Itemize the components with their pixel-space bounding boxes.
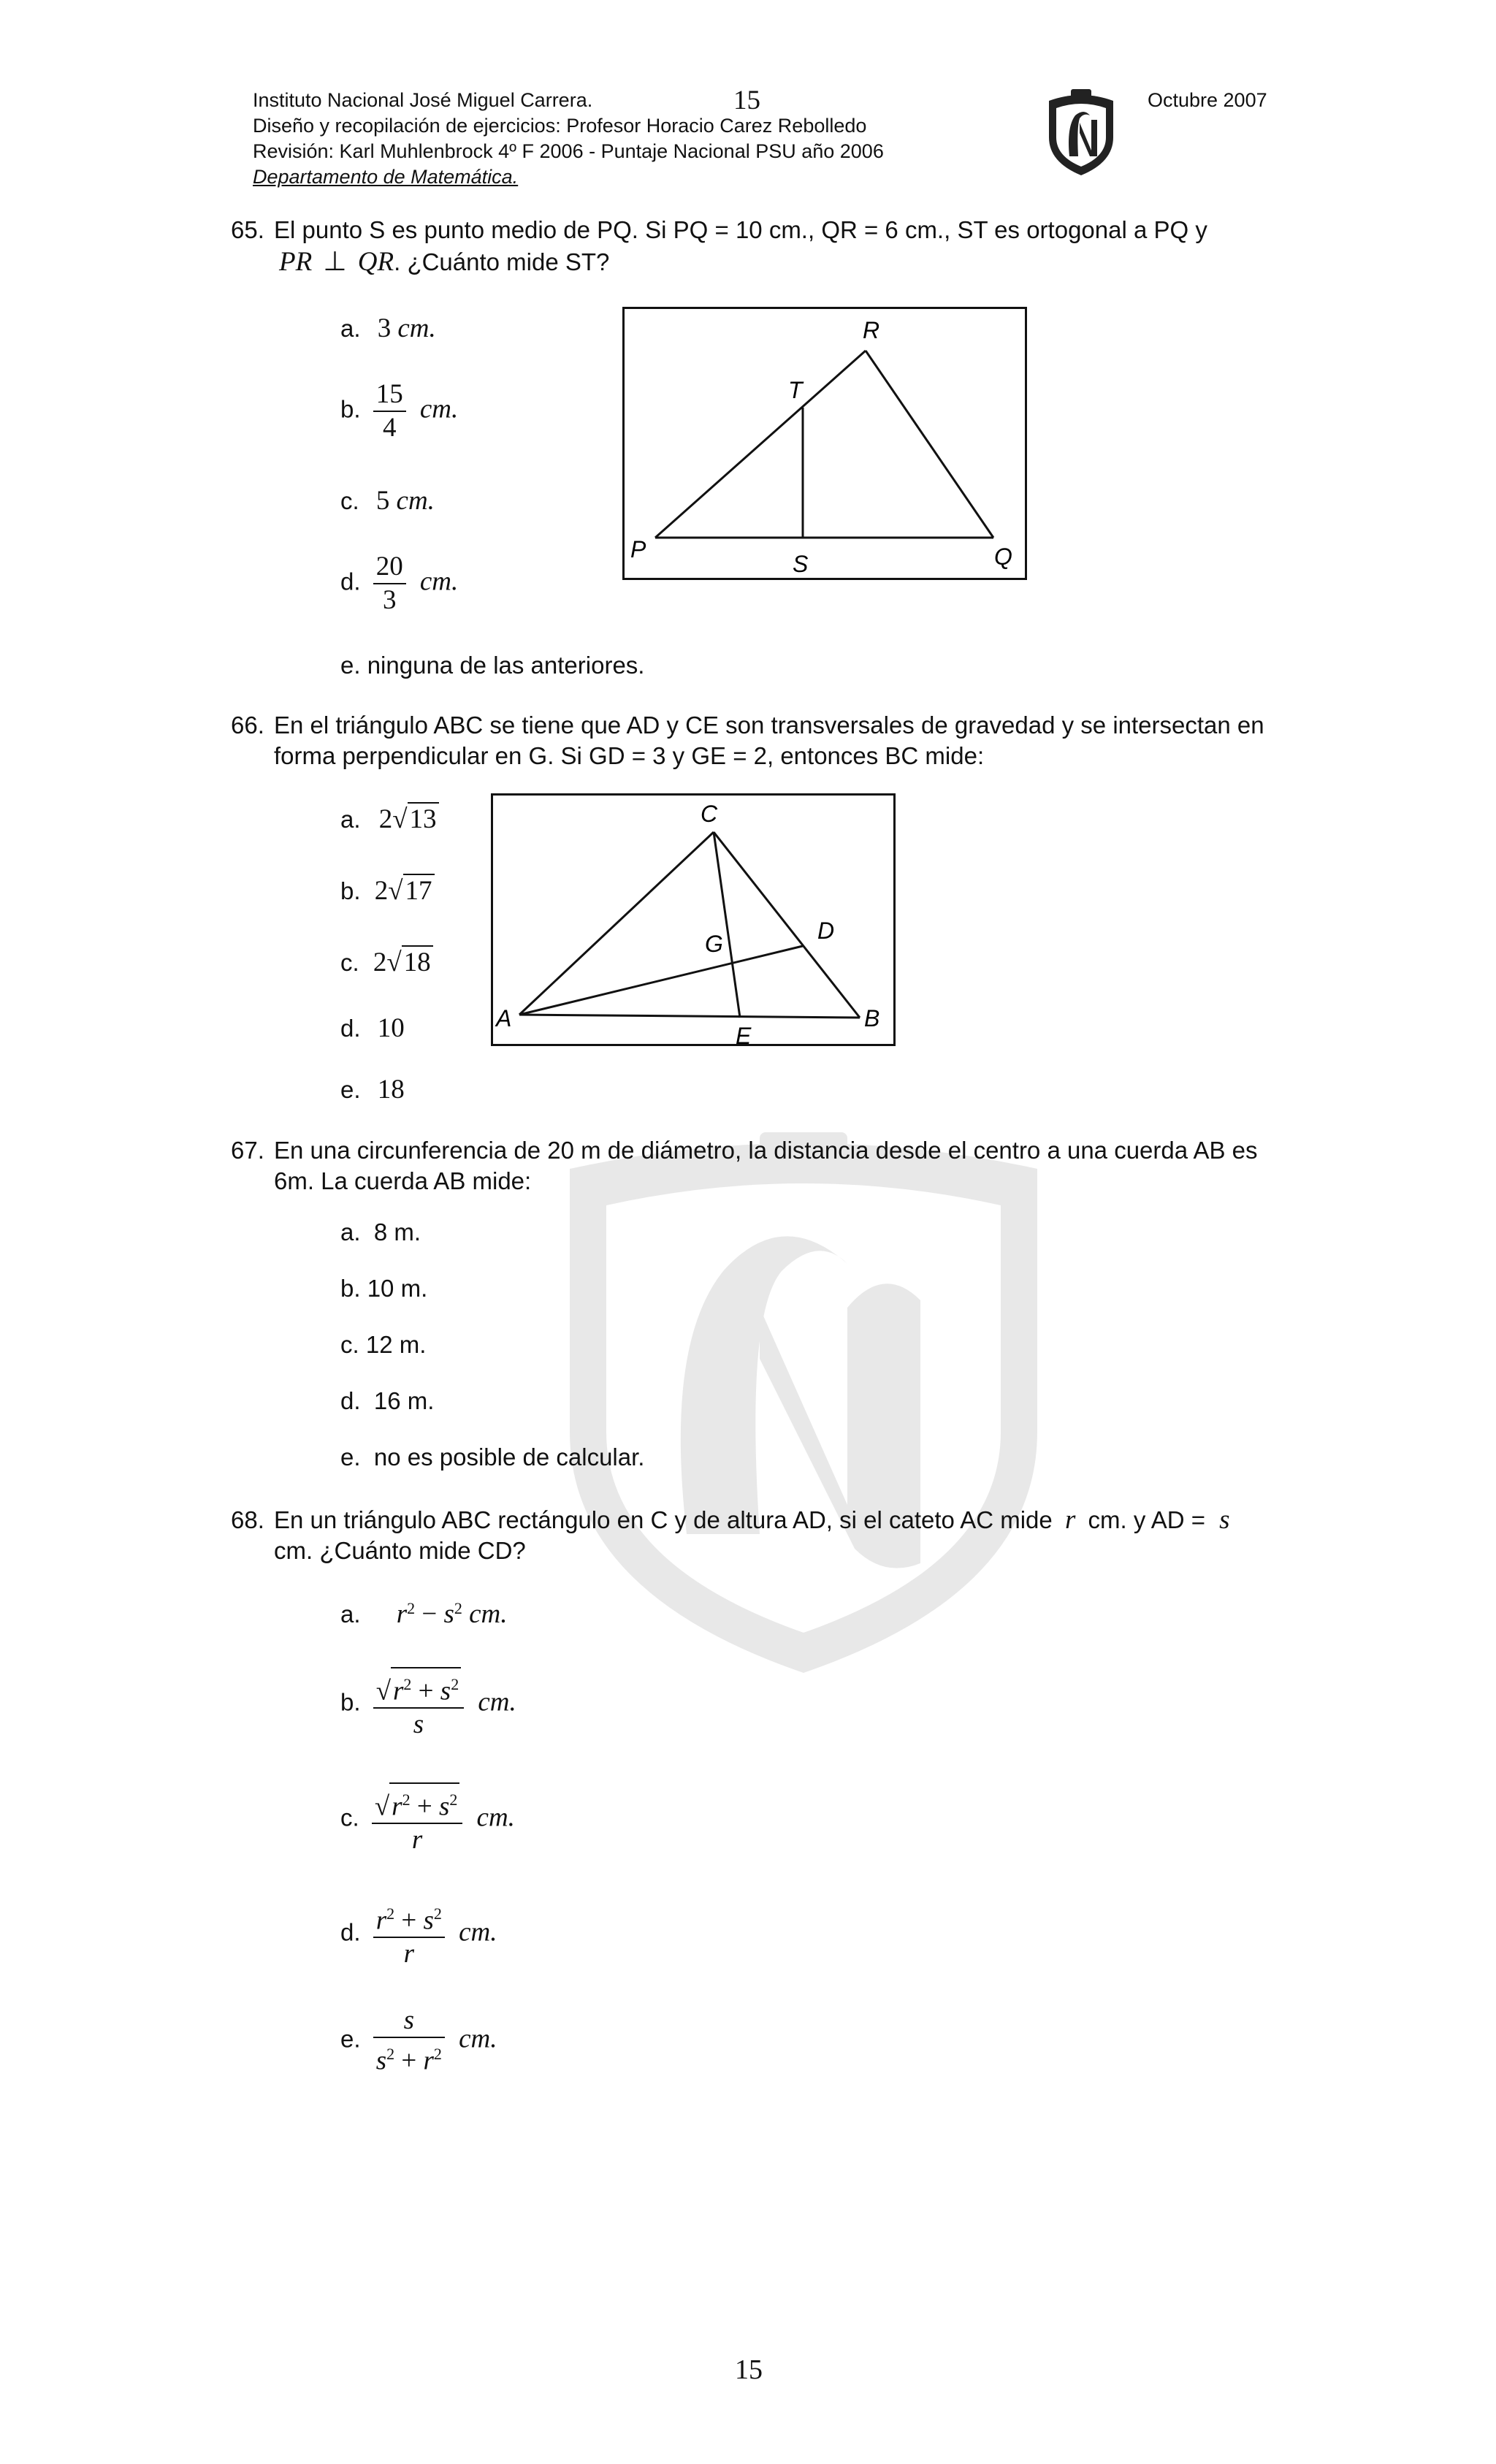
q67-option-d: d. 16 m. <box>340 1387 435 1414</box>
label-a: A <box>496 1005 512 1031</box>
q67-option-b: b. 10 m. <box>340 1275 428 1302</box>
label-d: D <box>817 918 835 944</box>
fraction: $\frac{20}{3}$ <box>373 551 406 617</box>
q66-option-b: b. 2√17 <box>340 874 435 907</box>
label-b: B <box>864 1005 880 1031</box>
perpendicular-symbol: ⊥ <box>323 247 347 277</box>
label-t: T <box>788 377 803 403</box>
footer-page-number: 15 <box>735 2354 763 2385</box>
q67-text-line2: 6m. La cuerda AB mide: <box>274 1167 532 1194</box>
label-c: C <box>701 801 718 827</box>
q65-option-c: c. 5 cm. <box>340 486 435 516</box>
q66-number: 66. <box>231 712 264 739</box>
header-author: Diseño y recopilación de ejercicios: Profesor Horacio Carez Rebolledo <box>253 115 867 137</box>
q65-option-d: d. $\frac{20}{3}$ cm. <box>340 552 459 615</box>
q68-option-b: b. $\frac{√r^2 + s^2}{s}$ cm. <box>340 1667 516 1741</box>
fraction: $\frac{√r^2 + s^2}{r}$ <box>372 1782 463 1856</box>
q67-number: 67. <box>231 1137 264 1164</box>
q67-option-a: a. 8 m. <box>340 1218 421 1246</box>
q66-option-e: e. 18 <box>340 1075 405 1105</box>
q67-option-c: c. 12 m. <box>340 1331 427 1358</box>
sqrt-symbol: √ <box>392 804 408 834</box>
q67-option-e: e. no es posible de calcular. <box>340 1443 645 1471</box>
segment-ab <box>519 1015 860 1018</box>
segment-ac <box>519 832 714 1015</box>
q68-option-a: a. $r^2 - s^2$ cm. <box>340 1599 508 1629</box>
watermark-crest <box>541 1125 1066 1680</box>
segment-rq <box>866 351 993 538</box>
fraction: $\frac{r^2 + s^2}{r}$ <box>373 1898 445 1970</box>
q68-text-line1: En un triángulo ABC rectángulo en C y de altura AD, si el cateto AC mide r cm. y AD = s <box>274 1505 1230 1535</box>
fraction: $\frac{15}{4}$ <box>373 378 406 444</box>
q65-question: . ¿Cuánto mide ST? <box>394 248 610 275</box>
q66-option-c: c. 2√18 <box>340 945 433 978</box>
label-p: P <box>630 536 646 562</box>
q65-option-e: e. ninguna de las anteriores. <box>340 652 645 679</box>
q65-text-line1: El punto S es punto medio de PQ. Si PQ = 10 cm., QR = 6 cm., ST es ortogonal a PQ y <box>274 216 1207 243</box>
q68-option-c: c. $\frac{√r^2 + s^2}{r}$ cm. <box>340 1782 515 1856</box>
median-ad <box>519 946 803 1015</box>
header-date: Octubre 2007 <box>1148 89 1267 111</box>
header-department: Departamento de Matemática. <box>253 166 519 188</box>
school-logo <box>1043 86 1119 177</box>
q67-text-line1: En una circunferencia de 20 m de diámetro, la distancia desde el centro a una cuerda AB es <box>274 1137 1258 1164</box>
header-revision: Revisión: Karl Muhlenbrock 4º F 2006 - Puntaje Nacional PSU año 2006 <box>253 140 884 162</box>
label-g: G <box>705 931 723 957</box>
q65-math-pr: PR <box>279 247 313 277</box>
label-r: R <box>863 317 880 343</box>
header-page-number: 15 <box>733 85 760 115</box>
q68-text-line2: cm. ¿Cuánto mide CD? <box>274 1537 526 1564</box>
segment-pr <box>655 351 866 538</box>
q65-text-line2 <box>279 245 609 278</box>
label-s: S <box>793 551 809 577</box>
q68-number: 68. <box>231 1506 264 1533</box>
q65-number: 65. <box>231 216 264 243</box>
sqrt-symbol: √ <box>388 876 403 906</box>
q65-math-qr: QR <box>357 247 394 277</box>
q66-triangle-figure <box>491 793 896 1046</box>
fraction: $\frac{√r^2 + s^2}{s}$ <box>373 1667 465 1741</box>
label-e: E <box>736 1023 752 1046</box>
fraction: $\frac{s}{s^2 + r^2}$ <box>373 2005 445 2077</box>
q65-option-b: b. $\frac{15}{4}$ cm. <box>340 379 459 443</box>
sqrt-symbol: √ <box>386 947 402 977</box>
header-institution: Instituto Nacional José Miguel Carrera. <box>253 89 593 111</box>
q66-option-d: d. 10 <box>340 1013 405 1043</box>
q68-option-d: d. $\frac{r^2 + s^2}{r}$ cm. <box>340 1898 497 1970</box>
q66-text-line1: En el triángulo ABC se tiene que AD y CE son transversales de gravedad y se intersectan en <box>274 712 1264 739</box>
q65-option-a: a. 3 cm. <box>340 313 436 343</box>
q65-triangle-figure <box>622 307 1027 580</box>
q66-option-a: a. 2√13 <box>340 802 439 835</box>
label-q: Q <box>994 543 1012 570</box>
q66-text-line2: forma perpendicular en G. Si GD = 3 y GE = 2, entonces BC mide: <box>274 742 985 769</box>
q68-option-e: e. $\frac{s}{s^2 + r^2}$ cm. <box>340 2005 497 2076</box>
